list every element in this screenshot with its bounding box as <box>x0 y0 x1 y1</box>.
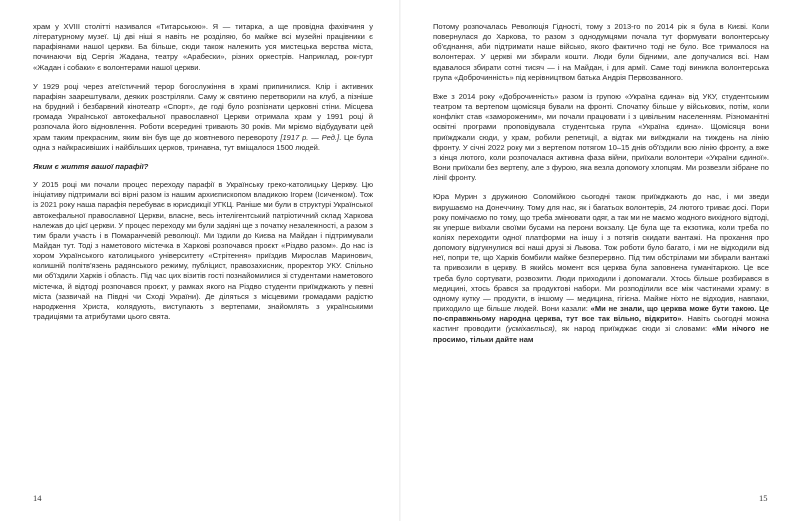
paragraph-volunteers <box>433 192 769 344</box>
right-page <box>433 22 769 354</box>
page-number-right: 15 <box>759 493 768 503</box>
paragraph-history-text-end: . Це була одна з найкрасивіших і найбільших церков, тринавна, тут вміщалося 1500 людей. <box>33 132 373 152</box>
paragraph-parish-life: У 2015 році ми почали процес переходу парафії в Українську греко-католицьку Церкву. Цю ініціативу підтримали всі вірні разом із нашим архиєпископом владикою Ігорем (Ісиченком). Тож із 2021 року наша парафія перебуває в юрисдикції УГКЦ. Раніше ми були в структурі Української автокефальної православної Церкви, власне, весь інтелігентський патріотичний склад Харкова належав до цієї церкви. У процес переходу ми були задіяні ще з початку незалежності, а разом з тим брали участь і в Помаранчевій революції. Ми їздили до Києва на Майдан і підтримували Майдан тут. Тоді з наметового містечка в Харкові розпочався проєкт «Різдво разом». До нас із хором Українського католицького університету «Стрітення» приїздив Мирослав Маринович, колишній політв'язень радянського режиму, публіцист, правозахисник, проректор УКУ. Спільно ми об'їздили Харків і область. Під час цих візитів гості познайомилися зі студентами наметового містечка, й відтоді розпочався проєкт, у рамках якого на Різдво студенти приїжджають у певні міста (зазвичай на Півдні чи Сході України). Де діляться з місцевими громадами радістю народження Христа, колядують, виступають з вертепами, знайомлять з українськими традиціями та атрибутами цього свята. <box>33 180 373 322</box>
editor-note: [1917 р. — Ред.] <box>280 132 340 142</box>
paragraph-intro: храм у XVIII столітті називался «Титарською». Я — титарка, а ще провідна фахівчиня у літературному музеї. Ці дві ніші я навіть не розділяю, бо майже всі музейні працівники є парафіянами нашої церкви. Ба більше, сюди також належить уся мистецька верства міста, починаючи від Сергія Жадана, театру «Арабески», різних оркестрів. Наприклад, рок-гурт «Жадан і собаки» є волонтерами нашої церкви. <box>33 22 373 72</box>
left-page <box>33 22 373 331</box>
quote-request: «Ми нічого не просимо, тільки дайте нам <box>433 324 770 344</box>
paragraph-front: Вже з 2014 року «Доброчинність» разом із групою «Україна єдина» від УКУ, студентським театром та вертепом щомісяця бували на фронті. Спочатку більше у військових, потім, коли конфлікт став «замороженим», ми почали працювати і з цивільним населенням. Різноманітні освітні програми проповідувала студентська група «Україна єдина». Щомісяця вони приїжджали сюди, у храм, робили репетиції, а відтак ми виїжджали на тиждень на лінію фронту. У січні 2022 року ми з вертепом потягом 10–15 днів об'їздили всю лінію фронту, а вже з кінця лютого, коли розпочалася активна фаза війни, приїхали волонтери «України єдиної». Вони приїхали без вертепу, але з фурою, яка везла допомогу хлопцям. Ми розвезли зібране по лінії фронту. <box>433 91 769 183</box>
paragraph-history <box>33 82 373 153</box>
paragraph-volunteers-text-3: , як народ приїжджає сюди зі словами: <box>554 324 712 334</box>
paragraph-volunteers-text-2: . Навіть сьогодні можна кастинг проводити <box>433 314 769 334</box>
interview-question: Яким є життя вашої парафії? <box>33 161 149 171</box>
paragraph-revolution: Потому розпочалась Революція Гідності, тому з 2013-го по 2014 рік я була в Києві. Коли повернулася до Харкова, то разом з однодумцями почала тут формувати волонтерську об'єднання, аби підтримати наше військо, якого фактично тоді не було. Все трималося на волонтерах. У церкві ми збирали кошти. Люди були бідними, але допучалися всі. Нам вдавалося збирати сотні тисяч — і на Майдан, і для армії. Саме тоді виникла волонтерська група «Доброчинність» під керівництвом батька Андрія Первозванного. <box>433 22 769 82</box>
quote-people: «Ми не знали, що церква може бути такою. Це по-справжньому народна церква, тут все так вільно, відкрито» <box>433 304 769 324</box>
stage-note: (усміхається) <box>505 324 555 334</box>
paragraph-history-text: У 1929 році через атеїстичний терор богослужіння в храмі припинилися. Кліp і активних парафіян заарештували, деяких розстріляли. Саму ж святиню перетворили на клуб, а пізніше на брудний і безбарвний кінотеатр «Спорт», де годі було розпізнати церковні стіни. Місцева громада Української автокефальної православної Церкви отримала храм у 1991 році й розпочала його відновлення. Роботи всередині тривають 30 років. Ми мріємо відбудувати цей храм таким прекрасним, яким він був ще до жовтневого перевороту <box>33 81 373 142</box>
page-number-left: 14 <box>33 493 42 503</box>
book-gutter <box>399 0 401 521</box>
paragraph-volunteers-text: Юра Мурин з дружиною Соломійкою сьогодні також приїжджають до нас, і ми зведи вирушаємо на Донеччину. Тому для нас, як і багатьох волонтерів, 24 лютого триває досі. Пори року помічаємо по тому, що треба змінювати одяг, а так ми не маємо жодного вихідного відтоді, як уперше виїхали своїми бусами на перони вокзалу. Це була ще та екзотика, коли треба по коліях переходити одної платформи на іншу і з потягів скидати вантажі. На прохання про допомогу відгукнулися всі наші друзі зі Львова. Тож роботи було багато, і ми не відходили від неї, попри те, що Харків бомбили майже безперервно. Під тим обстрілами ми збирали вантажі та привозили в церкву. В якийсь момент вся церква була заповнена гуманітаркою. Це все треба було сортувати, розвозити. Люди приходили і допомагали. Хтось більше розбирався в медицині, хтось брався за продуктові набори. Ми розподілили все між частинами храму: в одному кутку — продукти, в іншому — медицина, гігієна. Майже ніхто не відходив, навпаки, приходило ще більше людей. Вони казали: <box>433 192 769 314</box>
